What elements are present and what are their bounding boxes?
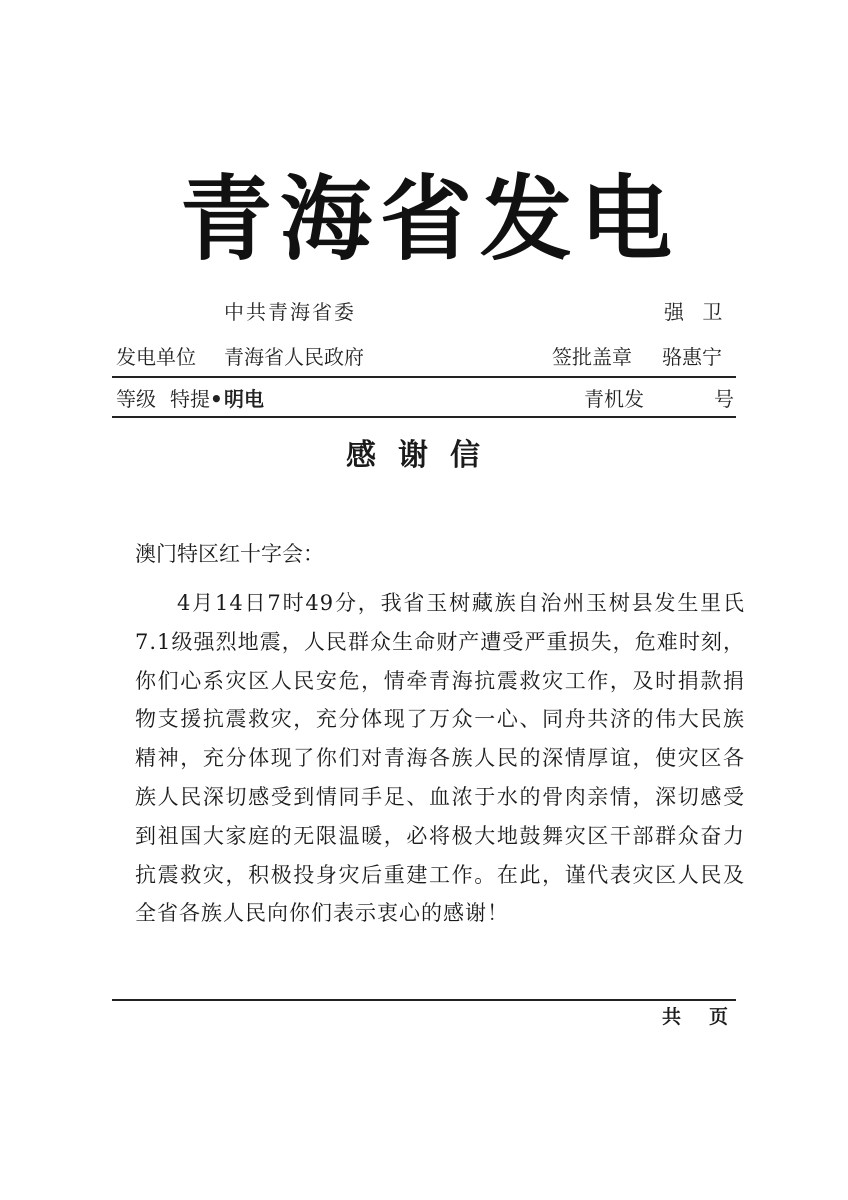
- masthead-title: 青海省发电: [180, 166, 681, 273]
- doc-number-suffix: 号: [714, 387, 734, 411]
- sender-line-2: 青海省人民政府: [224, 345, 364, 369]
- letter-body: 4月14日7时49分，我省玉树藏族自治州玉树县发生里氏7.1级强烈地震，人民群众生命财产遭受严重损失，危难时刻，你们心系灾区人民安危，情牵青海抗震救灾工作，及时捐款捐物支援抗震救灾，充分体现了万众一心、同舟共济的伟大民族精神，充分体现了你们对青海各族人民的深情厚谊，使灾区各族人民深切感受到情同手足、血浓于水的骨肉亲情，深切感受到祖国大家庭的无限温暖，必将极大地鼓舞灾区干部群众奋力抗震救灾，积极投身灾后重建工作。在此，谨代表灾区人民及全省各族人民向你们表示衷心的感谢！: [135, 591, 745, 926]
- footer-rule: [112, 999, 736, 1001]
- footer-page-count: 共页: [662, 1006, 757, 1028]
- letter-salutation: 澳门特区红十字会：: [135, 542, 324, 566]
- header-rule-top: [112, 376, 736, 378]
- doc-number-prefix: 青机发: [584, 387, 644, 411]
- header-rule-bottom: [112, 416, 736, 418]
- signer-line-1: 强 卫: [664, 300, 729, 324]
- grade-label: 等级: [116, 387, 156, 411]
- sender-label: 发电单位: [116, 345, 196, 369]
- grade-separator: •: [210, 387, 223, 411]
- signer-line-2: 骆惠宁: [662, 345, 722, 369]
- sender-line-1: 中共青海省委: [224, 300, 356, 324]
- grade-type: 明电: [224, 387, 264, 411]
- sign-label: 签批盖章: [552, 345, 632, 369]
- grade-value: 特提: [170, 387, 210, 411]
- letter-title: 感谢信: [346, 438, 502, 473]
